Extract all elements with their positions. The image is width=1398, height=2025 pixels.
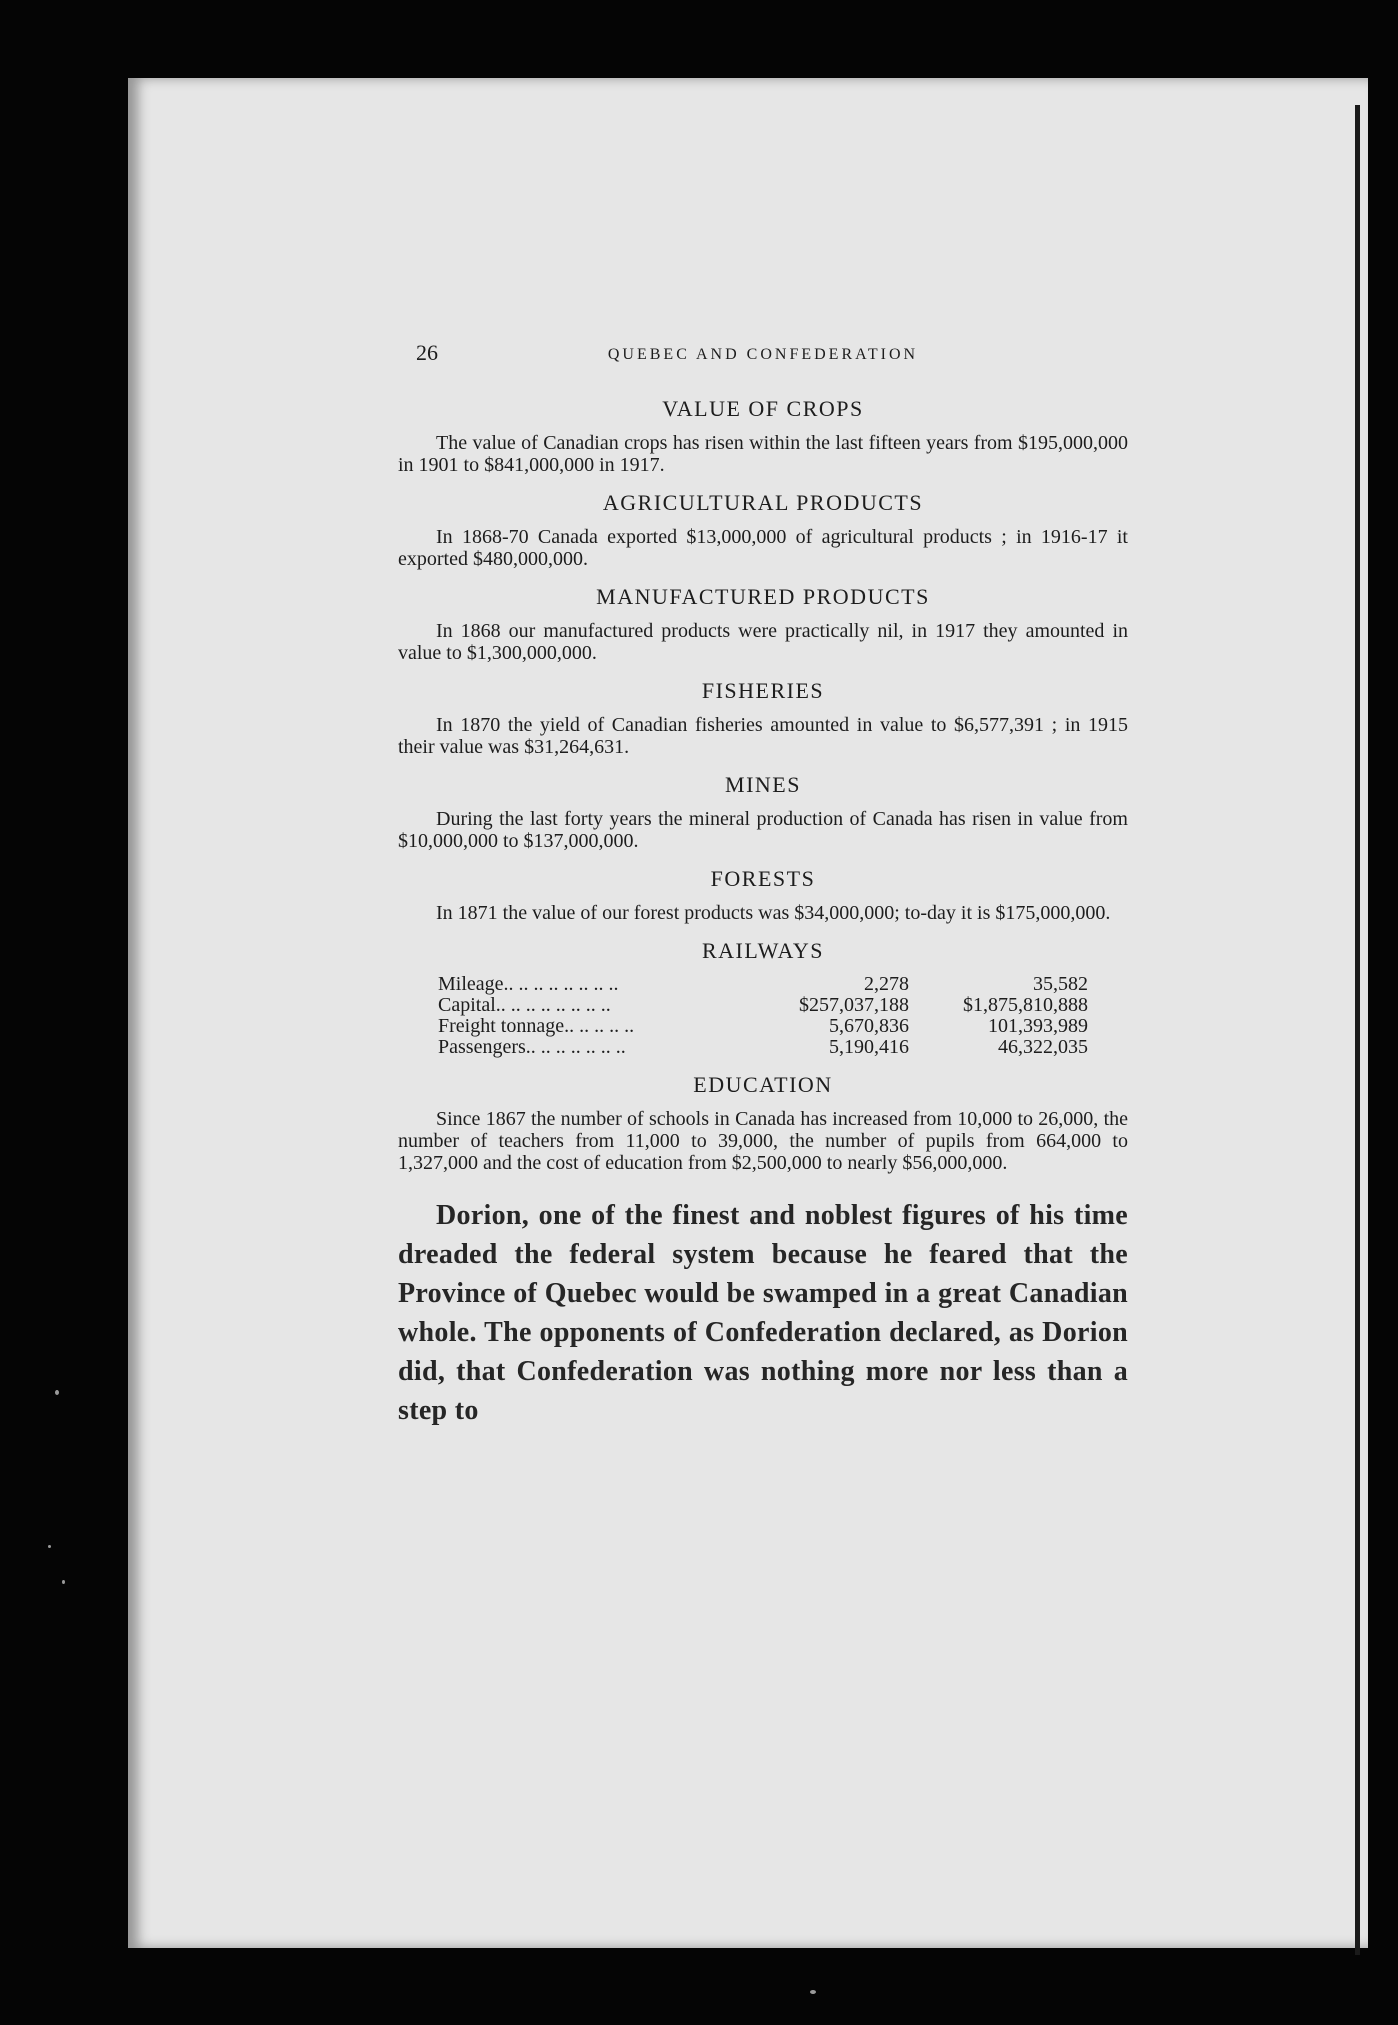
running-title: QUEBEC AND CONFEDERATION xyxy=(607,346,919,363)
section-body: The value of Canadian crops has risen within the last fifteen years from $195,000,000 in 1901 to $841,000,000 in 1917. xyxy=(398,432,1128,476)
dust-speck xyxy=(62,1580,65,1584)
value-1867: 5,670,836 xyxy=(828,1015,909,1037)
table-row xyxy=(398,1016,1128,1037)
value-1867: 5,190,416 xyxy=(828,1036,909,1058)
section-forests xyxy=(398,866,1128,924)
value-1917: 46,322,035 xyxy=(998,1036,1088,1058)
section-fisheries xyxy=(398,678,1128,758)
facing-page-edge xyxy=(1355,105,1360,1955)
section-body: During the last forty years the mineral production of Canada has risen in value from $10,000,000 to $137,000,000. xyxy=(398,808,1128,852)
section-body: In 1871 the value of our forest products was $34,000,000; to-day it is $175,000,000. xyxy=(436,902,1111,924)
section-title: MINES xyxy=(725,772,801,797)
section-body: Since 1867 the number of schools in Canada has increased from 10,000 to 26,000, the number of teachers from 11,000 to 39,000, the number of pupils from 664,000 to 1,327,000 and the cost of education from $2,500,000 to nearly $56,000,000. xyxy=(398,1108,1128,1174)
row-label: Passengers.. .. .. .. .. .. .. xyxy=(438,1036,626,1058)
railways-table xyxy=(398,974,1128,1058)
section-mines xyxy=(398,772,1128,852)
page-content xyxy=(398,340,1128,1430)
section-body: In 1868 our manufactured products were practically nil, in 1917 they amounted in value to $1,300,000,000. xyxy=(398,620,1128,664)
main-paragraph: Dorion, one of the finest and noblest figures of his time dreaded the federal system because he feared that the Province of Quebec would be swamped in a great Canadian whole. The opponents of Confederation declared, as Dorion did, that Confederation was nothing more nor less than a step to xyxy=(398,1200,1128,1426)
section-crops xyxy=(398,396,1128,476)
section-body: In 1868-70 Canada exported $13,000,000 of agricultural products ; in 1916-17 it exported $480,000,000. xyxy=(398,526,1128,570)
value-1917: 35,582 xyxy=(1033,973,1088,995)
value-1917: 101,393,989 xyxy=(988,1015,1088,1037)
table-row xyxy=(398,995,1128,1016)
row-label: Freight tonnage.. .. .. .. .. xyxy=(438,1015,635,1037)
section-title: RAILWAYS xyxy=(701,938,824,963)
dust-speck xyxy=(48,1545,51,1548)
section-education xyxy=(398,1072,1128,1174)
section-body: In 1870 the yield of Canadian fisheries amounted in value to $6,577,391 ; in 1915 their value was $31,264,631. xyxy=(398,714,1128,758)
running-head xyxy=(398,340,1128,370)
value-1917: $1,875,810,888 xyxy=(963,994,1088,1016)
section-title: MANUFACTURED PRODUCTS xyxy=(596,584,930,609)
dust-speck xyxy=(55,1390,59,1395)
value-1867: 2,278 xyxy=(863,973,909,995)
section-title: FISHERIES xyxy=(701,678,825,703)
section-agricultural xyxy=(398,490,1128,570)
row-label: Mileage.. .. .. .. .. .. .. .. xyxy=(438,973,619,995)
dust-speck xyxy=(810,1990,816,1994)
section-title: AGRICULTURAL PRODUCTS xyxy=(602,490,924,515)
table-row xyxy=(398,1037,1128,1058)
section-title: EDUCATION xyxy=(693,1072,833,1097)
section-manufactured xyxy=(398,584,1128,664)
section-railways xyxy=(398,938,1128,1058)
section-title: FORESTS xyxy=(710,866,816,891)
page-number: 26 xyxy=(416,340,438,365)
table-row xyxy=(398,974,1128,995)
section-title: VALUE OF CROPS xyxy=(662,396,864,421)
row-label: Capital.. .. .. .. .. .. .. .. xyxy=(438,994,611,1016)
value-1867: $257,037,188 xyxy=(798,994,909,1016)
